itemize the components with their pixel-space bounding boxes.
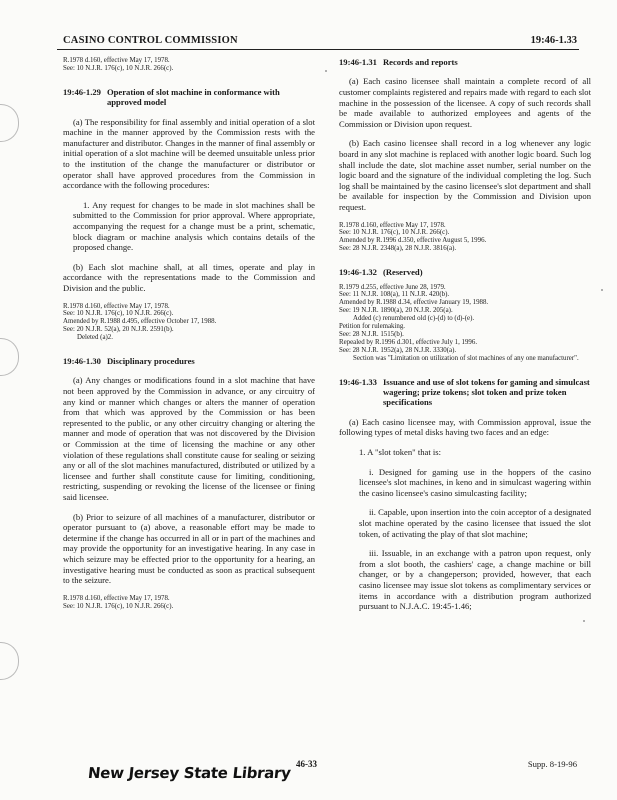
section-number: 19:46-1.31: [339, 57, 377, 67]
history-line: Amended by R.1988 d.495, effective October 17, 1988.: [63, 318, 217, 326]
history-note: [339, 284, 591, 363]
section-heading: [63, 87, 315, 108]
section-number: 19:46-1.33: [339, 376, 377, 387]
page-number: 46-33: [296, 759, 317, 769]
scan-speck: [601, 289, 603, 291]
paragraph: (a) The responsibility for final assembly and initial operation of a slot machine in the manner approved by the Commission rests with the manufacturer and distributor. Changes in the manner of final assembly or initial operation of a slot machine will be deemed unsuitable unless prior to the institution of the change the manufacturer or distributor or operator shall have approved procedures from the Commission in accordance with the following procedures:: [63, 116, 315, 191]
scan-speck: [325, 70, 327, 72]
section-heading: [339, 57, 591, 67]
section-title: Operation of slot machine in conformance with approved model: [106, 86, 280, 108]
section-heading: [339, 377, 591, 408]
running-head-title: CASINO CONTROL COMMISSION: [63, 35, 238, 46]
paragraph: (b) Each casino licensee shall record in a log whenever any logic board in any slot machine is replaced with another logic board. Such log shall include the date, slot machine asset number, serial number on the logic board and the signature of the individual completing the log. Such log shall be maintained by the casino licensee's slot department and shall be available for inspection by the Commission and Division upon request.: [339, 138, 591, 212]
section-heading: [63, 356, 315, 366]
supplement-date: Supp. 8-19-96: [527, 759, 577, 769]
paragraph: ii. Capable, upon insertion into the coin acceptor of a designated slot machine operated by the casino licensee that issued the slot token, of activating the play of that slot machine;: [359, 507, 591, 539]
paragraph: (a) Each casino licensee shall maintain a complete record of all customer complaints registered and repairs made with regard to each slot machine in the possession of the licensee. A copy of such records shall be made available to authorized employees and agents of the Commission or Division upon request.: [339, 76, 591, 129]
section-heading: [339, 267, 591, 277]
running-head-section: 19:46-1.33: [530, 35, 577, 46]
paragraph: 1. A "slot token" that is:: [359, 447, 441, 458]
history-line: Section was "Limitation on utilization of slot machines of any one manufacturer".: [353, 354, 579, 362]
running-head: [57, 35, 579, 50]
history-line: See: 28 N.J.R. 1515(b).: [339, 331, 404, 338]
paragraph: iii. Issuable, in an exchange with a patron upon request, only from a slot booth, the cashiers' cage, a change machine or bill changer, or by a changeperson; provided, however, that each casino licensee may issue slot tokens as complimentary services or items in accordance with a distribution program authorized pursuant to N.J.A.C. 19:45-1.46;: [359, 548, 591, 612]
history-note: [63, 595, 315, 611]
section-title: (Reserved): [382, 267, 423, 278]
section-title: Issuance and use of slot tokens for gaming and simulcast wagering; prize tokens; slot token and prize token specifications: [382, 376, 590, 408]
history-line: R.1978 d.160, effective May 17, 1978.: [63, 57, 170, 64]
history-note: [63, 303, 315, 343]
history-line: See: 10 N.J.R. 176(c), 10 N.J.R. 266(c).: [63, 310, 174, 318]
history-line: See: 10 N.J.R. 176(c), 10 N.J.R. 266(c).: [63, 64, 174, 72]
paragraph: (a) Any changes or modifications found in a slot machine that have not been approved by the Commission in advance, or any circuitry of any kind or manner which changes or alters the manner of operation from that which was approved by the Commission or has been represented to the public, or any other circuitry changing or altering the manner and mode of operation that was not discovered by the Division or Commission at the time of licensing the machine or any other violation of these regulations shall constitute cause for sealing or seizing any or all of the slot machines manufactured, distributed or utilized by a licensee and further shall constitute cause for limiting, conditioning, restricting, suspending or revoking the license of the licensee or fining said licensee.: [63, 375, 315, 502]
history-line: See: 11 N.J.R. 108(a), 11 N.J.R. 420(b).: [339, 291, 450, 299]
section-number: 19:46-1.32: [339, 267, 377, 278]
history-note: [339, 222, 591, 254]
history-note: [63, 57, 315, 73]
right-column: [339, 57, 591, 612]
section-title: Records and reports: [382, 57, 458, 67]
section-title: Disciplinary procedures: [106, 356, 195, 367]
paragraph: 1. Any request for changes to be made in slot machines shall be submitted to the Commission for prior approval. Where appropriate, accompanying the request for a change must be a print, schematic, block diagram or machine analysis which contains details of the proposed change.: [73, 199, 315, 253]
paragraph: (b) Prior to seizure of all machines of a manufacturer, distributor or operator pursuant to (a) above, a reasonable effort may be made to determine if the change has occurred in all or in part of the machines and may provide the opportunity for an investigative hearing. In any case in which seizure may be effected prior to the opportunity for a hearing, an investigative hearing must be conducted as soon as practical subsequent to the seizure.: [63, 511, 315, 586]
history-line: See: 10 N.J.R. 176(c), 10 N.J.R. 266(c).: [63, 602, 174, 610]
history-line: Added (c) renumbered old (c)-(d) to (d)-(e).: [353, 315, 475, 323]
section-number: 19:46-1.29: [63, 86, 101, 97]
history-line: Deleted (a)2.: [77, 334, 113, 342]
library-stamp: New Jersey State Library: [87, 764, 292, 782]
paragraph: (b) Each slot machine shall, at all times, operate and play in accordance with the representations made to the Commission and Division and the public.: [63, 261, 315, 293]
punch-hole-mark: [0, 104, 19, 142]
section-number: 19:46-1.30: [63, 356, 101, 367]
history-line: See: 28 N.J.R. 2348(a), 28 N.J.R. 3816(a).: [339, 245, 457, 253]
paragraph: (a) Each casino licensee may, with Commission approval, issue the following types of metal disks having two faces and an edge:: [339, 416, 591, 438]
history-line: See: 20 N.J.R. 52(a), 20 N.J.R. 2591(b).: [63, 326, 174, 334]
history-line: See: 28 N.J.R. 1952(a), 28 N.J.R. 3330(a).: [339, 346, 457, 354]
history-line: R.1978 d.160, effective May 17, 1978.: [63, 302, 170, 310]
left-column: [63, 57, 315, 611]
history-line: R.1978 d.160, effective May 17, 1978.: [339, 221, 446, 229]
history-line: R.1978 d.160, effective May 17, 1978.: [63, 594, 170, 602]
punch-hole-mark: [0, 642, 19, 680]
history-line: See: 19 N.J.R. 1890(a), 20 N.J.R. 205(a).: [339, 307, 453, 315]
scan-speck: [583, 620, 585, 622]
history-line: Amended by R.1988 d.34, effective January 19, 1988.: [339, 299, 489, 307]
history-line: Repealed by R.1996 d.301, effective July 1, 1996.: [339, 338, 478, 346]
history-line: Petition for rulemaking.: [339, 323, 406, 331]
punch-hole-mark: [0, 338, 19, 376]
history-line: Amended by R.1996 d.350, effective August 5, 1996.: [339, 237, 487, 245]
paragraph: i. Designed for gaming use in the hoppers of the casino licensee's slot machines, in keno and in simulcast wagering within the casino licensee's casino simulcasting facility;: [359, 466, 591, 498]
history-line: R.1979 d.255, effective June 28, 1979.: [339, 283, 446, 291]
history-line: See: 10 N.J.R. 176(c), 10 N.J.R. 266(c).: [339, 229, 450, 237]
